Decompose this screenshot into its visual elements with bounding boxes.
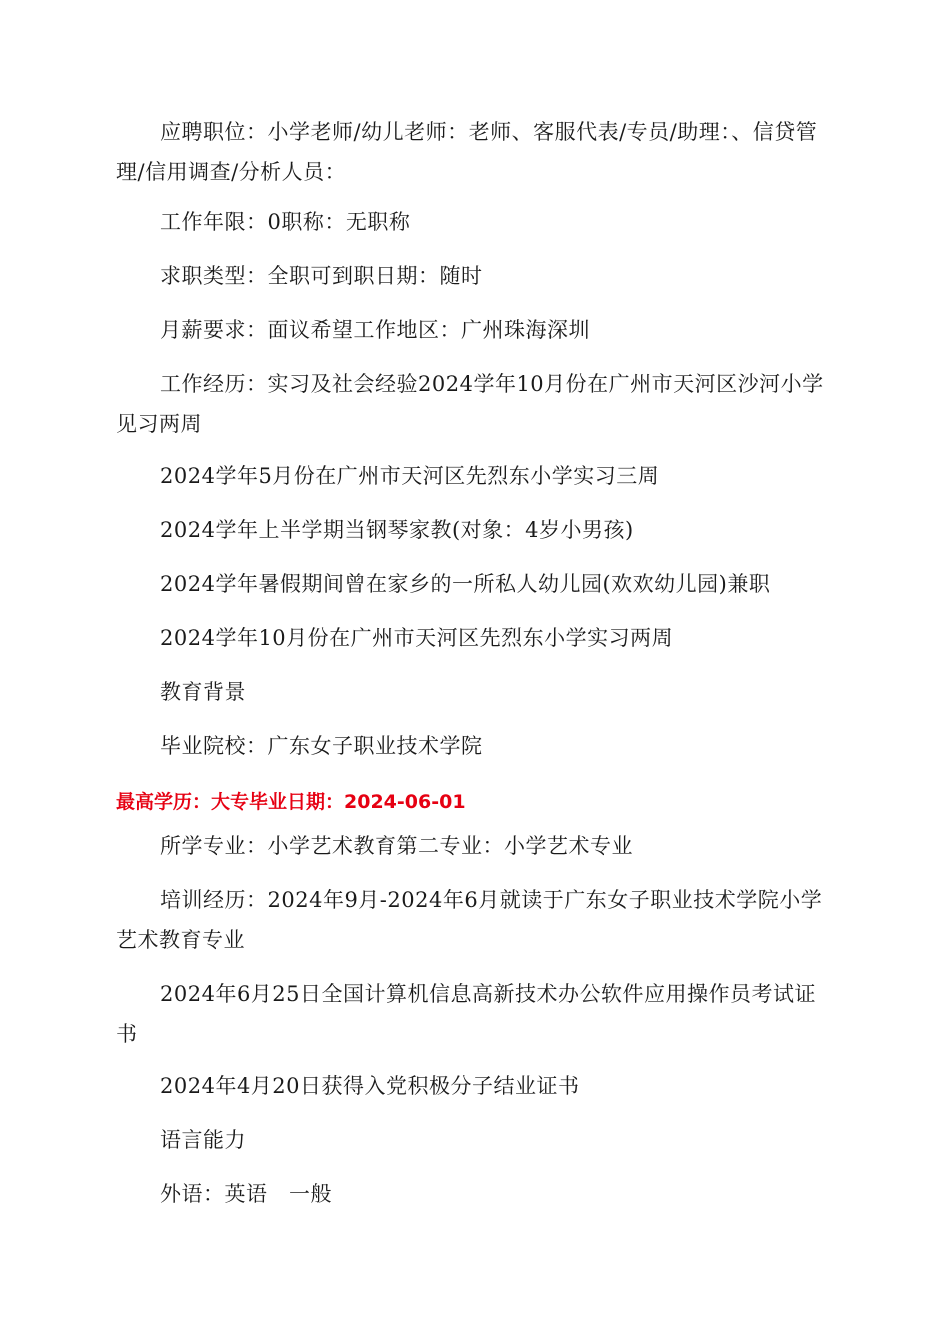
paragraph-position: 应聘职位：小学老师/幼儿老师：老师、客服代表/专员/助理：、信贷管理/信用调查/分析人员： bbox=[116, 120, 818, 184]
highlight-degree: 最高学历：大专毕业日期：2024-06-01 bbox=[116, 791, 466, 813]
paragraph-work-experience: 工作经历：实习及社会经验2024学年10月份在广州市天河区沙河小学见习两周 bbox=[116, 372, 824, 436]
paragraph-certificate-2: 2024年4月20日获得入党积极分子结业证书 bbox=[160, 1074, 580, 1098]
section-heading-language: 语言能力 bbox=[160, 1128, 246, 1152]
paragraph-school: 毕业院校：广东女子职业技术学院 bbox=[160, 734, 483, 758]
section-heading-education: 教育背景 bbox=[160, 680, 246, 704]
paragraph-salary: 月薪要求：面议希望工作地区：广州珠海深圳 bbox=[160, 318, 590, 342]
paragraph-experience-5: 2024学年10月份在广州市天河区先烈东小学实习两周 bbox=[160, 626, 674, 650]
paragraph-training: 培训经历：2024年9月-2024年6月就读于广东女子职业技术学院小学艺术教育专业 bbox=[116, 888, 823, 952]
paragraph-experience-3: 2024学年上半学期当钢琴家教(对象：4岁小男孩) bbox=[160, 518, 634, 542]
paragraph-major: 所学专业：小学艺术教育第二专业：小学艺术专业 bbox=[160, 834, 633, 858]
paragraph-foreign-language: 外语：英语 一般 bbox=[160, 1182, 332, 1206]
paragraph-certificate-1: 2024年6月25日全国计算机信息高新技术办公软件应用操作员考试证书 bbox=[116, 982, 817, 1046]
paragraph-job-type: 求职类型：全职可到职日期：随时 bbox=[160, 264, 483, 288]
paragraph-work-years: 工作年限：0职称：无职称 bbox=[160, 210, 411, 234]
paragraph-experience-4: 2024学年暑假期间曾在家乡的一所私人幼儿园(欢欢幼儿园)兼职 bbox=[160, 572, 771, 596]
paragraph-experience-2: 2024学年5月份在广州市天河区先烈东小学实习三周 bbox=[160, 464, 660, 488]
